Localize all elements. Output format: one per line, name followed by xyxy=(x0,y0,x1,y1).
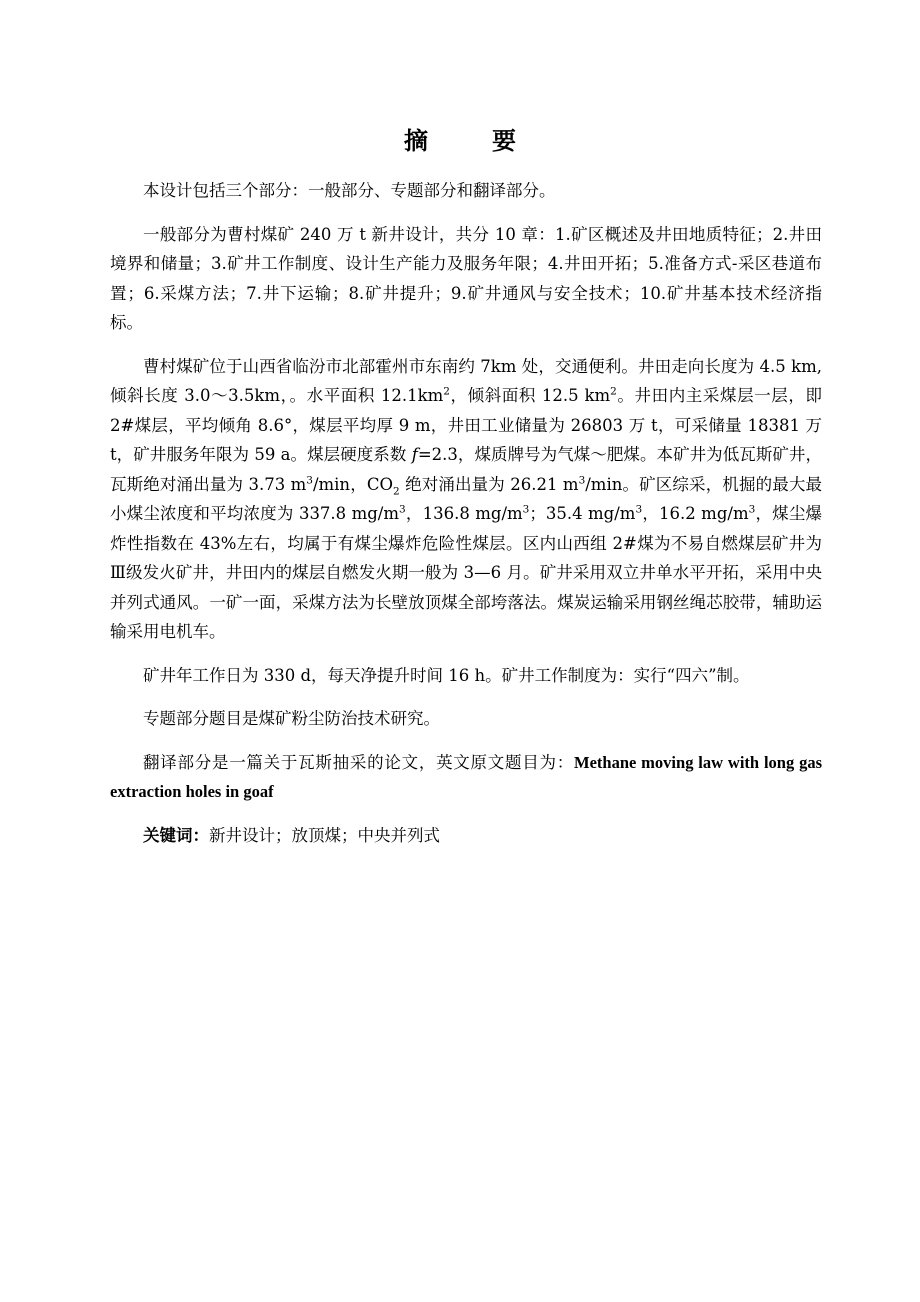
translation-lead: 翻译部分是一篇关于瓦斯抽采的论文，英文原文题目为： xyxy=(143,752,574,772)
text-segment: 绝对涌出量为 26.21 m xyxy=(399,474,579,494)
text-segment: /min，CO xyxy=(312,474,393,494)
subscript: 2 xyxy=(393,484,400,497)
superscript: 3 xyxy=(522,503,530,516)
paragraph-mine-description xyxy=(110,352,822,647)
paragraph-general-part: 一般部分为曹村煤矿 240 万 t 新井设计，共分 10 章：1.矿区概述及井田地质特征；2.井田境界和储量；3.矿井工作制度、设计生产能力及服务年限；4.井田开拓；5.准备方式-采区巷道布置；6.采煤方法；7.井下运输；8.矿井提升；9.矿井通风与安全技术；10.矿井基本技术经济指标。 xyxy=(110,224,822,332)
italic-symbol: f xyxy=(411,445,418,464)
english-title: Methane moving law with long gas extraction holes in goaf xyxy=(110,752,822,801)
text-segment: ；35.4 mg/m xyxy=(529,504,636,523)
text-segment: ，136.8 mg/m xyxy=(405,504,523,523)
text-segment: ，16.2 mg/m xyxy=(642,504,749,523)
superscript: 2 xyxy=(610,385,617,398)
superscript: 3 xyxy=(578,474,586,486)
paragraph-work-schedule: 矿井年工作日为 330 d，每天净提升时间 16 h。矿井工作制度为：实行“四六”制。 xyxy=(143,665,750,685)
text-segment: /min。矿区综采，机掘的最大最小煤尘浓度和平均浓度为 337.8 mg/m xyxy=(110,474,823,523)
page-title: 摘 要 xyxy=(404,127,536,155)
superscript: 3 xyxy=(635,503,643,516)
paragraph-special-topic: 专题部分题目是煤矿粉尘防治技术研究。 xyxy=(143,709,440,728)
superscript: 3 xyxy=(306,474,313,486)
superscript: 2 xyxy=(443,385,450,398)
keywords-value: 新井设计；放顶煤；中央并列式 xyxy=(209,825,440,845)
superscript: 3 xyxy=(399,503,406,516)
abstract-body xyxy=(110,176,822,864)
text-segment: =2.3，煤质牌号为气煤～肥煤。本矿井为低瓦斯矿井，瓦斯绝对涌出量为 3.73 m xyxy=(110,445,822,494)
keywords-label: 关键词： xyxy=(143,825,209,845)
paragraph-keywords xyxy=(110,821,822,851)
text-segment: ，煤尘爆炸性指数在 43%左右，均属于有煤尘爆炸危险性煤层。区内山西组 2#煤为不易自燃煤层矿井为Ⅲ级发火矿井，井田内的煤层自燃发火期一般为 3—6 月。矿井采用双立井单水平开拓，采用中央并列式通风。一矿一面，采煤方法为长壁放顶煤全部垮落法。煤炭运输采用钢丝绳芯胶带，辅助运输采用电机车。 xyxy=(110,504,823,641)
text-segment: ，倾斜面积 12.5 km xyxy=(449,386,611,405)
paragraph-overview: 本设计包括三个部分：一般部分、专题部分和翻译部分。 xyxy=(143,181,556,200)
paragraph-translation xyxy=(110,748,822,807)
text-segment: 曹村煤矿位于山西省临汾市北部霍州市东南约 7km 处，交通便利。井田走向长度为 4.5 km,倾斜长度 3.0～3.5km，。水平面积 12.1km xyxy=(110,356,822,405)
text-segment: 。井田内主采煤层一层，即 2#煤层，平均倾角 8.6°，煤层平均厚 9 m，井田工业储量为 26803 万 t，可采储量 18381 万 t，矿井服务年限为 59 a。煤层硬度系数 xyxy=(110,386,823,464)
superscript: 3 xyxy=(748,503,756,516)
